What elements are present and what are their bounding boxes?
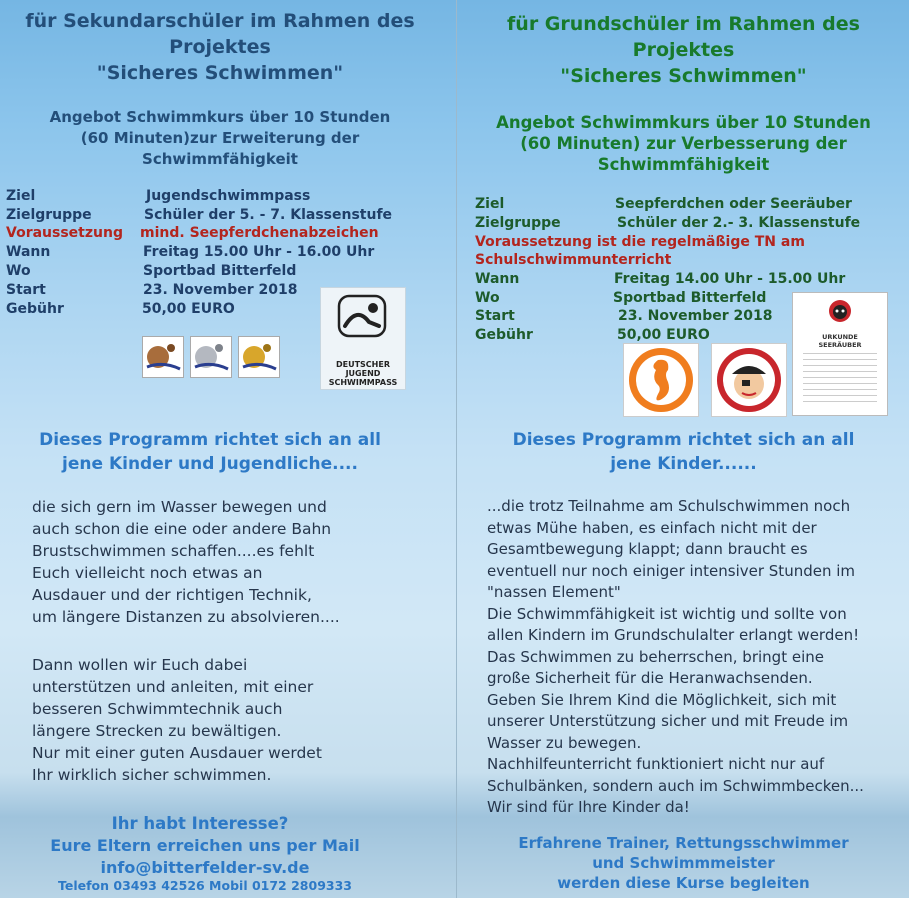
info-key: Gebühr — [475, 327, 533, 343]
info-value: mind. Seepferdchenabzeichen — [140, 225, 379, 241]
pirate-badge — [711, 343, 787, 417]
certificate-title — [793, 333, 887, 349]
youth-swim-pass-seal — [320, 287, 406, 390]
info-row — [475, 307, 795, 325]
right-offer-line: (60 Minuten) zur Verbesserung der — [520, 134, 847, 153]
info-key: Start — [475, 308, 515, 324]
pirate-certificate — [792, 292, 888, 416]
trainers-line: werden diese Kurse begleiten — [557, 874, 810, 892]
info-key: Gebühr — [6, 301, 64, 317]
certificate-title-line: SEERÄUBER — [818, 341, 862, 349]
info-key: Ziel — [6, 188, 36, 204]
info-row — [6, 243, 436, 261]
right-title-line: "Sicheres Schwimmen" — [560, 65, 807, 87]
info-row — [475, 195, 895, 213]
info-value: Schüler der 2.- 3. Klassenstufe — [617, 215, 861, 231]
info-key: Zielgruppe — [6, 207, 92, 223]
trainers-line: Erfahrene Trainer, Rettungsschwimmer — [518, 834, 849, 852]
primary-school-panel — [457, 0, 909, 898]
right-title — [457, 11, 909, 89]
left-body-intro: die sich gern im Wasser bewegen und auch schon die eine oder andere Bahn Brustschwimmen schaffen....es fehlt Euch vielleicht noch etwas an Ausdauer und der richtigen Technik, um längere Distanzen zu absolvieren.... — [32, 498, 340, 626]
info-row — [475, 326, 795, 344]
trainers-note — [457, 833, 909, 893]
right-title-line: Projektes — [632, 39, 735, 61]
info-value: Freitag 15.00 Uhr - 16.00 Uhr — [143, 244, 375, 260]
program-line: jene Kinder und Jugendliche.... — [62, 454, 358, 474]
gold-swimmer-badge-icon — [238, 336, 280, 378]
left-title-line: "Sicheres Schwimmen" — [96, 62, 344, 84]
left-offer — [0, 107, 440, 170]
info-value: 23. November 2018 — [143, 282, 298, 298]
pirate-skull-icon — [793, 293, 887, 333]
email-link[interactable]: info@bitterfelder-sv.de — [100, 858, 310, 877]
pass-text-line: DEUTSCHER — [335, 360, 390, 369]
left-title — [0, 8, 440, 86]
info-value: Schüler der 5. - 7. Klassenstufe — [144, 207, 393, 223]
requirement-line: Schulschwimmunterricht — [475, 252, 672, 268]
info-row — [475, 214, 895, 232]
right-offer — [457, 112, 909, 175]
program-line: Dieses Programm richtet sich an all — [39, 430, 381, 450]
certificate-title-line: URKUNDE — [822, 333, 858, 341]
left-program-heading — [0, 428, 420, 476]
program-line: Dieses Programm richtet sich an all — [512, 430, 855, 450]
pirate-icon — [712, 344, 786, 416]
left-offer-line: (60 Minuten)zur Erweiterung der — [80, 129, 360, 147]
bronze-swimmer-badge-icon — [142, 336, 184, 378]
left-title-line: für Sekundarschüler im Rahmen des — [25, 10, 415, 32]
info-row — [475, 270, 895, 288]
seahorse-badge — [623, 343, 699, 417]
info-value: Sportbad Bitterfeld — [613, 290, 767, 306]
trainers-line: und Schwimmmeister — [592, 854, 775, 872]
info-key: Voraussetzung — [6, 225, 123, 241]
right-offer-line: Angebot Schwimmkurs über 10 Stunden — [496, 113, 871, 132]
certificate-lines — [803, 353, 877, 405]
info-row — [6, 187, 436, 205]
info-key: Wo — [475, 290, 500, 306]
program-line: jene Kinder...... — [610, 454, 757, 474]
pass-text-line: JUGEND — [345, 369, 381, 378]
info-row — [475, 289, 795, 307]
info-key: Ziel — [475, 196, 505, 212]
right-offer-line: Schwimmfähigkeit — [597, 155, 770, 174]
info-key: Zielgruppe — [475, 215, 561, 231]
info-row — [6, 262, 436, 280]
info-key: Wann — [6, 244, 51, 260]
left-offer-line: Schwimmfähigkeit — [142, 150, 298, 168]
left-offer-line: Angebot Schwimmkurs über 10 Stunden — [49, 108, 391, 126]
left-body-offer: Dann wollen wir Euch dabei unterstützen und anleiten, mit einer besseren Schwimmtechnik auch längere Strecken zu bewältigen. Nur mit einer guten Ausdauer werdet Ihr wirklich sicher schwimmen. — [32, 656, 322, 784]
info-key: Start — [6, 282, 46, 298]
swimmer-logo-icon — [321, 288, 405, 358]
info-value: Sportbad Bitterfeld — [143, 263, 297, 279]
right-title-line: für Grundschüler im Rahmen des — [507, 13, 860, 35]
phone-line: Telefon 03493 42526 Mobil 0172 2809333 — [58, 878, 352, 893]
pass-text-line: SCHWIMMPASS — [328, 378, 398, 387]
left-title-line: Projektes — [169, 36, 271, 58]
info-value: Seepferdchen oder Seeräuber — [615, 196, 852, 212]
info-value: Jugendschwimmpass — [146, 188, 311, 204]
info-key: Wo — [6, 263, 31, 279]
right-program-heading — [457, 428, 909, 476]
info-key: Wann — [475, 271, 520, 287]
interest-heading: Ihr habt Interesse? — [111, 814, 289, 833]
youth-swim-pass-text — [321, 360, 405, 387]
silver-swimmer-badge-icon — [190, 336, 232, 378]
right-body-text: ...die trotz Teilnahme am Schulschwimmen noch etwas Mühe haben, es einfach nicht mit der Gesamtbewegung klappt; dann braucht es eventuell nur noch einiger intensiver Stunden im "nassen Element" Die Schwimmfähigkeit ist wichtig und sollte von allen Kindern im Grundschulalter erlangt werden! Das Schwimmen zu beherrschen, bringt eine große Sicherheit für die Heranwachsenden. Geben Sie Ihrem Kind die Möglichkeit, sich mit unserer Unterstützung sicher und mit Freude im Wasser zu bewegen. Nachhilfeunterricht funktioniert nicht nur auf Schulbänken, sondern auch im Schwimmbecken... Wir sind für Ihre Kinder da! — [487, 497, 864, 816]
info-row-requirement — [6, 224, 436, 242]
info-row — [6, 206, 436, 224]
seahorse-icon — [624, 344, 698, 416]
info-value: Freitag 14.00 Uhr - 15.00 Uhr — [614, 271, 846, 287]
parents-contact-line: Eure Eltern erreichen uns per Mail — [50, 836, 360, 855]
requirement-line: Voraussetzung ist die regelmäßige TN am — [475, 234, 805, 250]
info-value: 50,00 EURO — [617, 327, 710, 343]
info-value: 23. November 2018 — [618, 308, 773, 324]
info-value: 50,00 EURO — [142, 301, 235, 317]
